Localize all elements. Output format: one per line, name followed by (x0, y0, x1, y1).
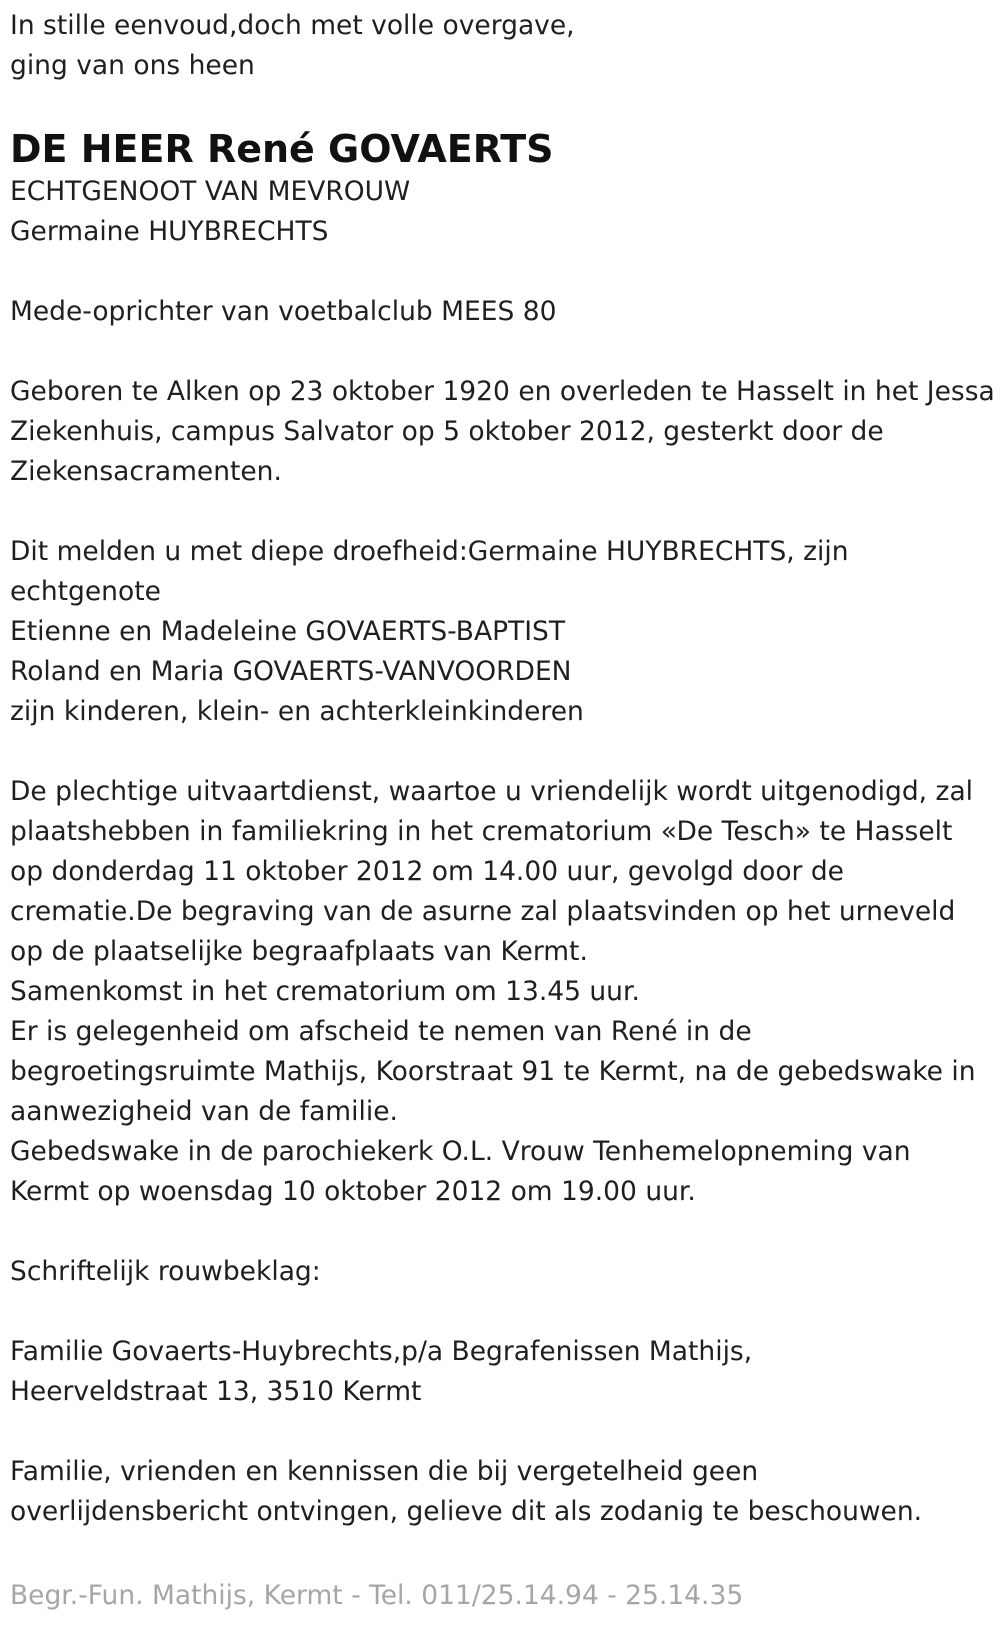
ceremony-line-3: op donderdag 11 oktober 2012 om 14.00 uur, gevolgd door de (10, 856, 844, 887)
intro-line-2: ging van ons heen (10, 50, 255, 81)
ceremony-line-6: Samenkomst in het crematorium om 13.45 uur. (10, 976, 640, 1007)
deceased-name: DE HEER René GOVAERTS (10, 127, 554, 171)
ceremony-line-2: plaatshebben in familiekring in het crematorium «De Tesch» te Hasselt (10, 816, 953, 847)
birth-death-line-2: Ziekenhuis, campus Salvator op 5 oktober 2012, gesterkt door de (10, 416, 884, 447)
ceremony-line-4: crematie.De begraving van de asurne zal plaatsvinden op het urneveld (10, 896, 956, 927)
condolence-label: Schriftelijk rouwbeklag: (10, 1256, 321, 1287)
intro-line-1: In stille eenvoud,doch met volle overgave, (10, 10, 575, 41)
closing-line-1: Familie, vrienden en kennissen die bij vergetelheid geen (10, 1456, 759, 1487)
birth-death-line-3: Ziekensacramenten. (10, 456, 282, 487)
spacer (10, 1412, 990, 1452)
address-line-1: Familie Govaerts-Huybrechts,p/a Begrafenissen Mathijs, (10, 1336, 753, 1367)
announcer-line-4: Roland en Maria GOVAERTS-VANVOORDEN (10, 656, 572, 687)
spouse-label: ECHTGENOOT VAN MEVROUW (10, 176, 411, 207)
spacer (10, 732, 990, 772)
spacer (10, 86, 990, 126)
ceremony-line-1: De plechtige uitvaartdienst, waartoe u vriendelijk wordt uitgenodigd, zal (10, 776, 974, 807)
spacer (10, 332, 990, 372)
ceremony-line-10: Gebedswake in de parochiekerk O.L. Vrouw Tenhemelopneming van (10, 1136, 911, 1167)
ceremony-line-7: Er is gelegenheid om afscheid te nemen van René in de (10, 1016, 752, 1047)
closing-line-2: overlijdensbericht ontvingen, gelieve dit als zodanig te beschouwen. (10, 1496, 923, 1527)
club-line: Mede-oprichter van voetbalclub MEES 80 (10, 296, 557, 327)
announcer-line-2: echtgenote (10, 576, 161, 607)
funeral-home-footer: Begr.-Fun. Mathijs, Kermt - Tel. 011/25.14.94 - 25.14.35 (10, 1580, 744, 1611)
announcer-line-3: Etienne en Madeleine GOVAERTS-BAPTIST (10, 616, 566, 647)
spouse-name: Germaine HUYBRECHTS (10, 216, 329, 247)
spacer (10, 492, 990, 532)
spacer (10, 252, 990, 292)
ceremony-line-11: Kermt op woensdag 10 oktober 2012 om 19.00 uur. (10, 1176, 696, 1207)
ceremony-line-5: op de plaatselijke begraafplaats van Kermt. (10, 936, 588, 967)
address-line-2: Heerveldstraat 13, 3510 Kermt (10, 1376, 422, 1407)
announcer-line-1: Dit melden u met diepe droefheid:Germaine HUYBRECHTS, zijn (10, 536, 849, 567)
birth-death-line-1: Geboren te Alken op 23 oktober 1920 en overleden te Hasselt in het Jessa (10, 376, 995, 407)
spacer (10, 1292, 990, 1332)
ceremony-line-8: begroetingsruimte Mathijs, Koorstraat 91 te Kermt, na de gebedswake in (10, 1056, 976, 1087)
spacer (10, 1212, 990, 1252)
announcer-line-5: zijn kinderen, klein- en achterkleinkinderen (10, 696, 584, 727)
ceremony-line-9: aanwezigheid van de familie. (10, 1096, 398, 1127)
